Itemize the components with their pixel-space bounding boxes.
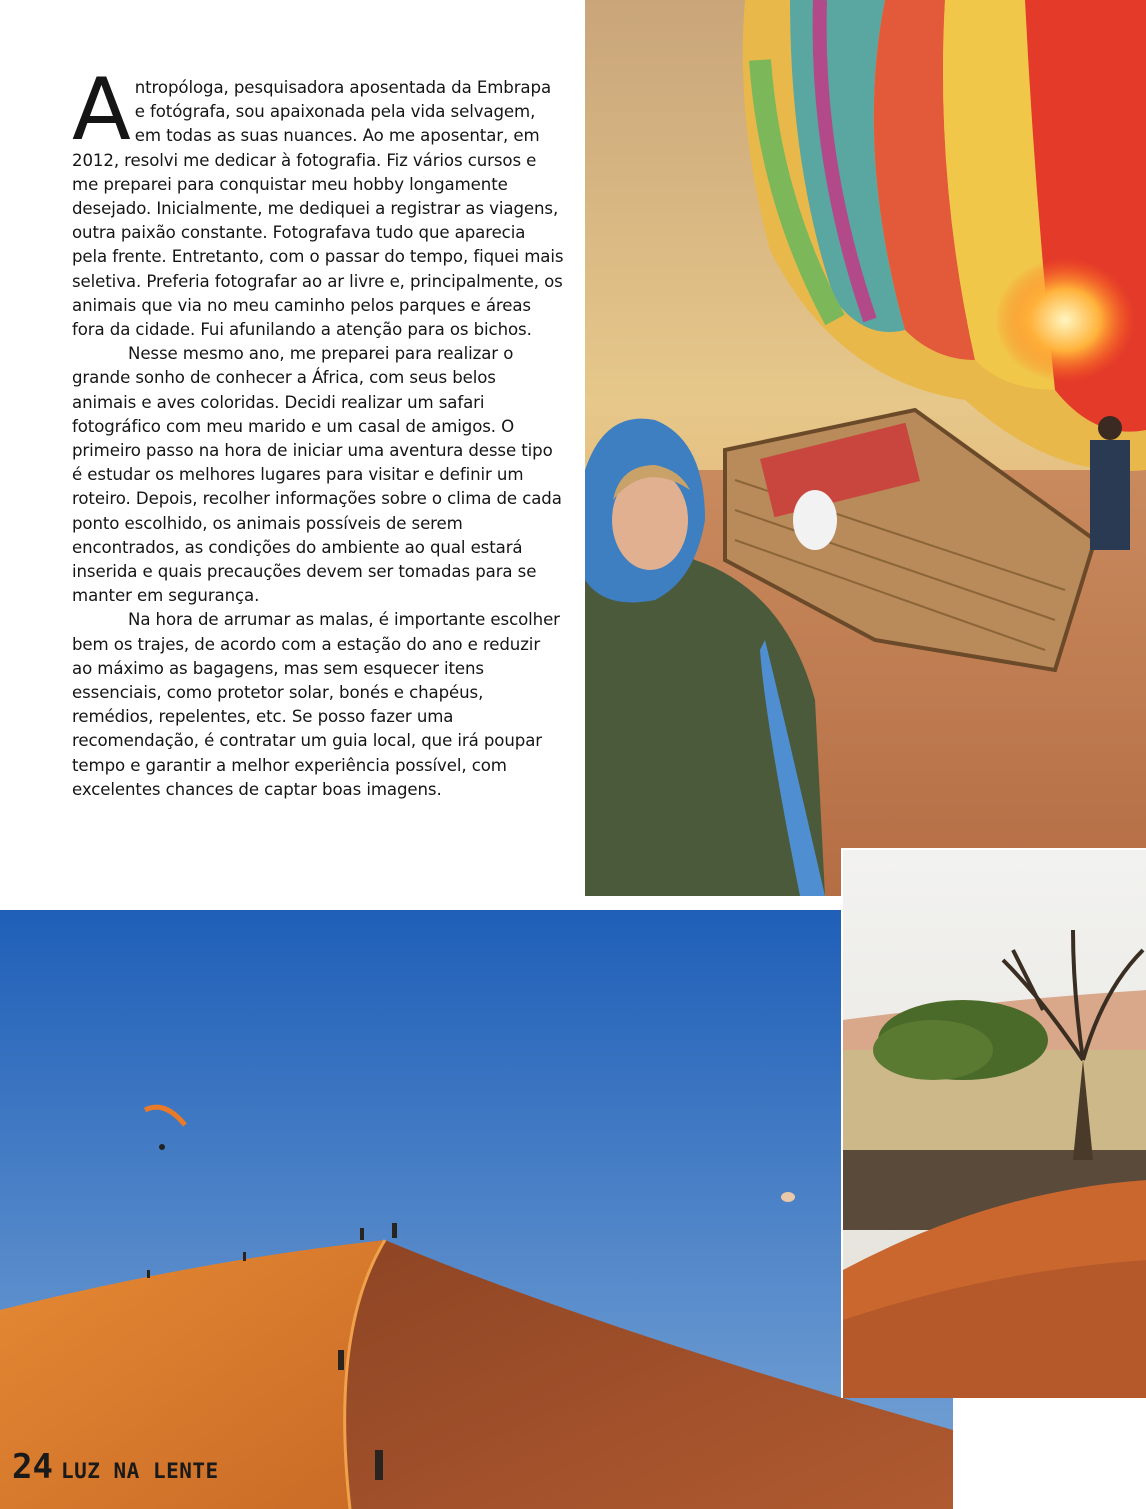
page-footer bbox=[12, 1447, 219, 1487]
tree-photo bbox=[841, 848, 1146, 1398]
magazine-name: LUZ NA LENTE bbox=[60, 1459, 219, 1483]
paragraph-2: Nesse mesmo ano, me preparei para realizar o grande sonho de conhecer a África, com seus belos animais e aves coloridas. Decidi realizar um safari fotográfico com meu marido e um casal de amigos. O primeiro passo na hora de iniciar uma aventura desse tipo é estudar os melhores lugares para visitar e definir um roteiro. Depois, recolher informações sobre o clima de cada ponto escolhido, os animais possíveis de serem encontrados, as condições do ambiente ao qual estará inserida e quais precauções devem ser tomadas para se manter em segurança. bbox=[72, 344, 562, 606]
drop-cap: A bbox=[72, 60, 131, 160]
dune-photo bbox=[0, 910, 953, 1509]
paragraph-1 bbox=[72, 60, 564, 342]
page-number: 24 bbox=[12, 1447, 53, 1487]
paragraph-1-text: ntropóloga, pesquisadora aposentada da Embrapa e fotógrafa, sou apaixonada pela vida selvagem, em todas as suas nuances. Ao me aposentar, em 2012, resolvi me dedicar à fotografia. Fiz vários cursos e me preparei para conquistar meu hobby longamente desejado. Inicialmente, me dediquei a registrar as viagens, outra paixão constante. Fotografava tudo que aparecia pela frente. Entretanto, com o passar do tempo, fiquei mais seletiva. Preferia fotografar ao ar livre e, principalmente, os animais que via no meu caminho pelos parques e áreas fora da cidade. Fui afunilando a atenção para os bichos. bbox=[72, 78, 564, 340]
balloon-photo bbox=[585, 0, 1146, 896]
article-text bbox=[72, 60, 564, 802]
paragraph-3: Na hora de arrumar as malas, é importante escolher bem os trajes, de acordo com a estação do ano e reduzir ao máximo as bagagens, mas sem esquecer itens essenciais, como protetor solar, bonés e chapéus, remédios, repelentes, etc. Se posso fazer uma recomendação, é contratar um guia local, que irá poupar tempo e garantir a melhor experiência possível, com excelentes chances de captar boas imagens. bbox=[72, 610, 560, 799]
